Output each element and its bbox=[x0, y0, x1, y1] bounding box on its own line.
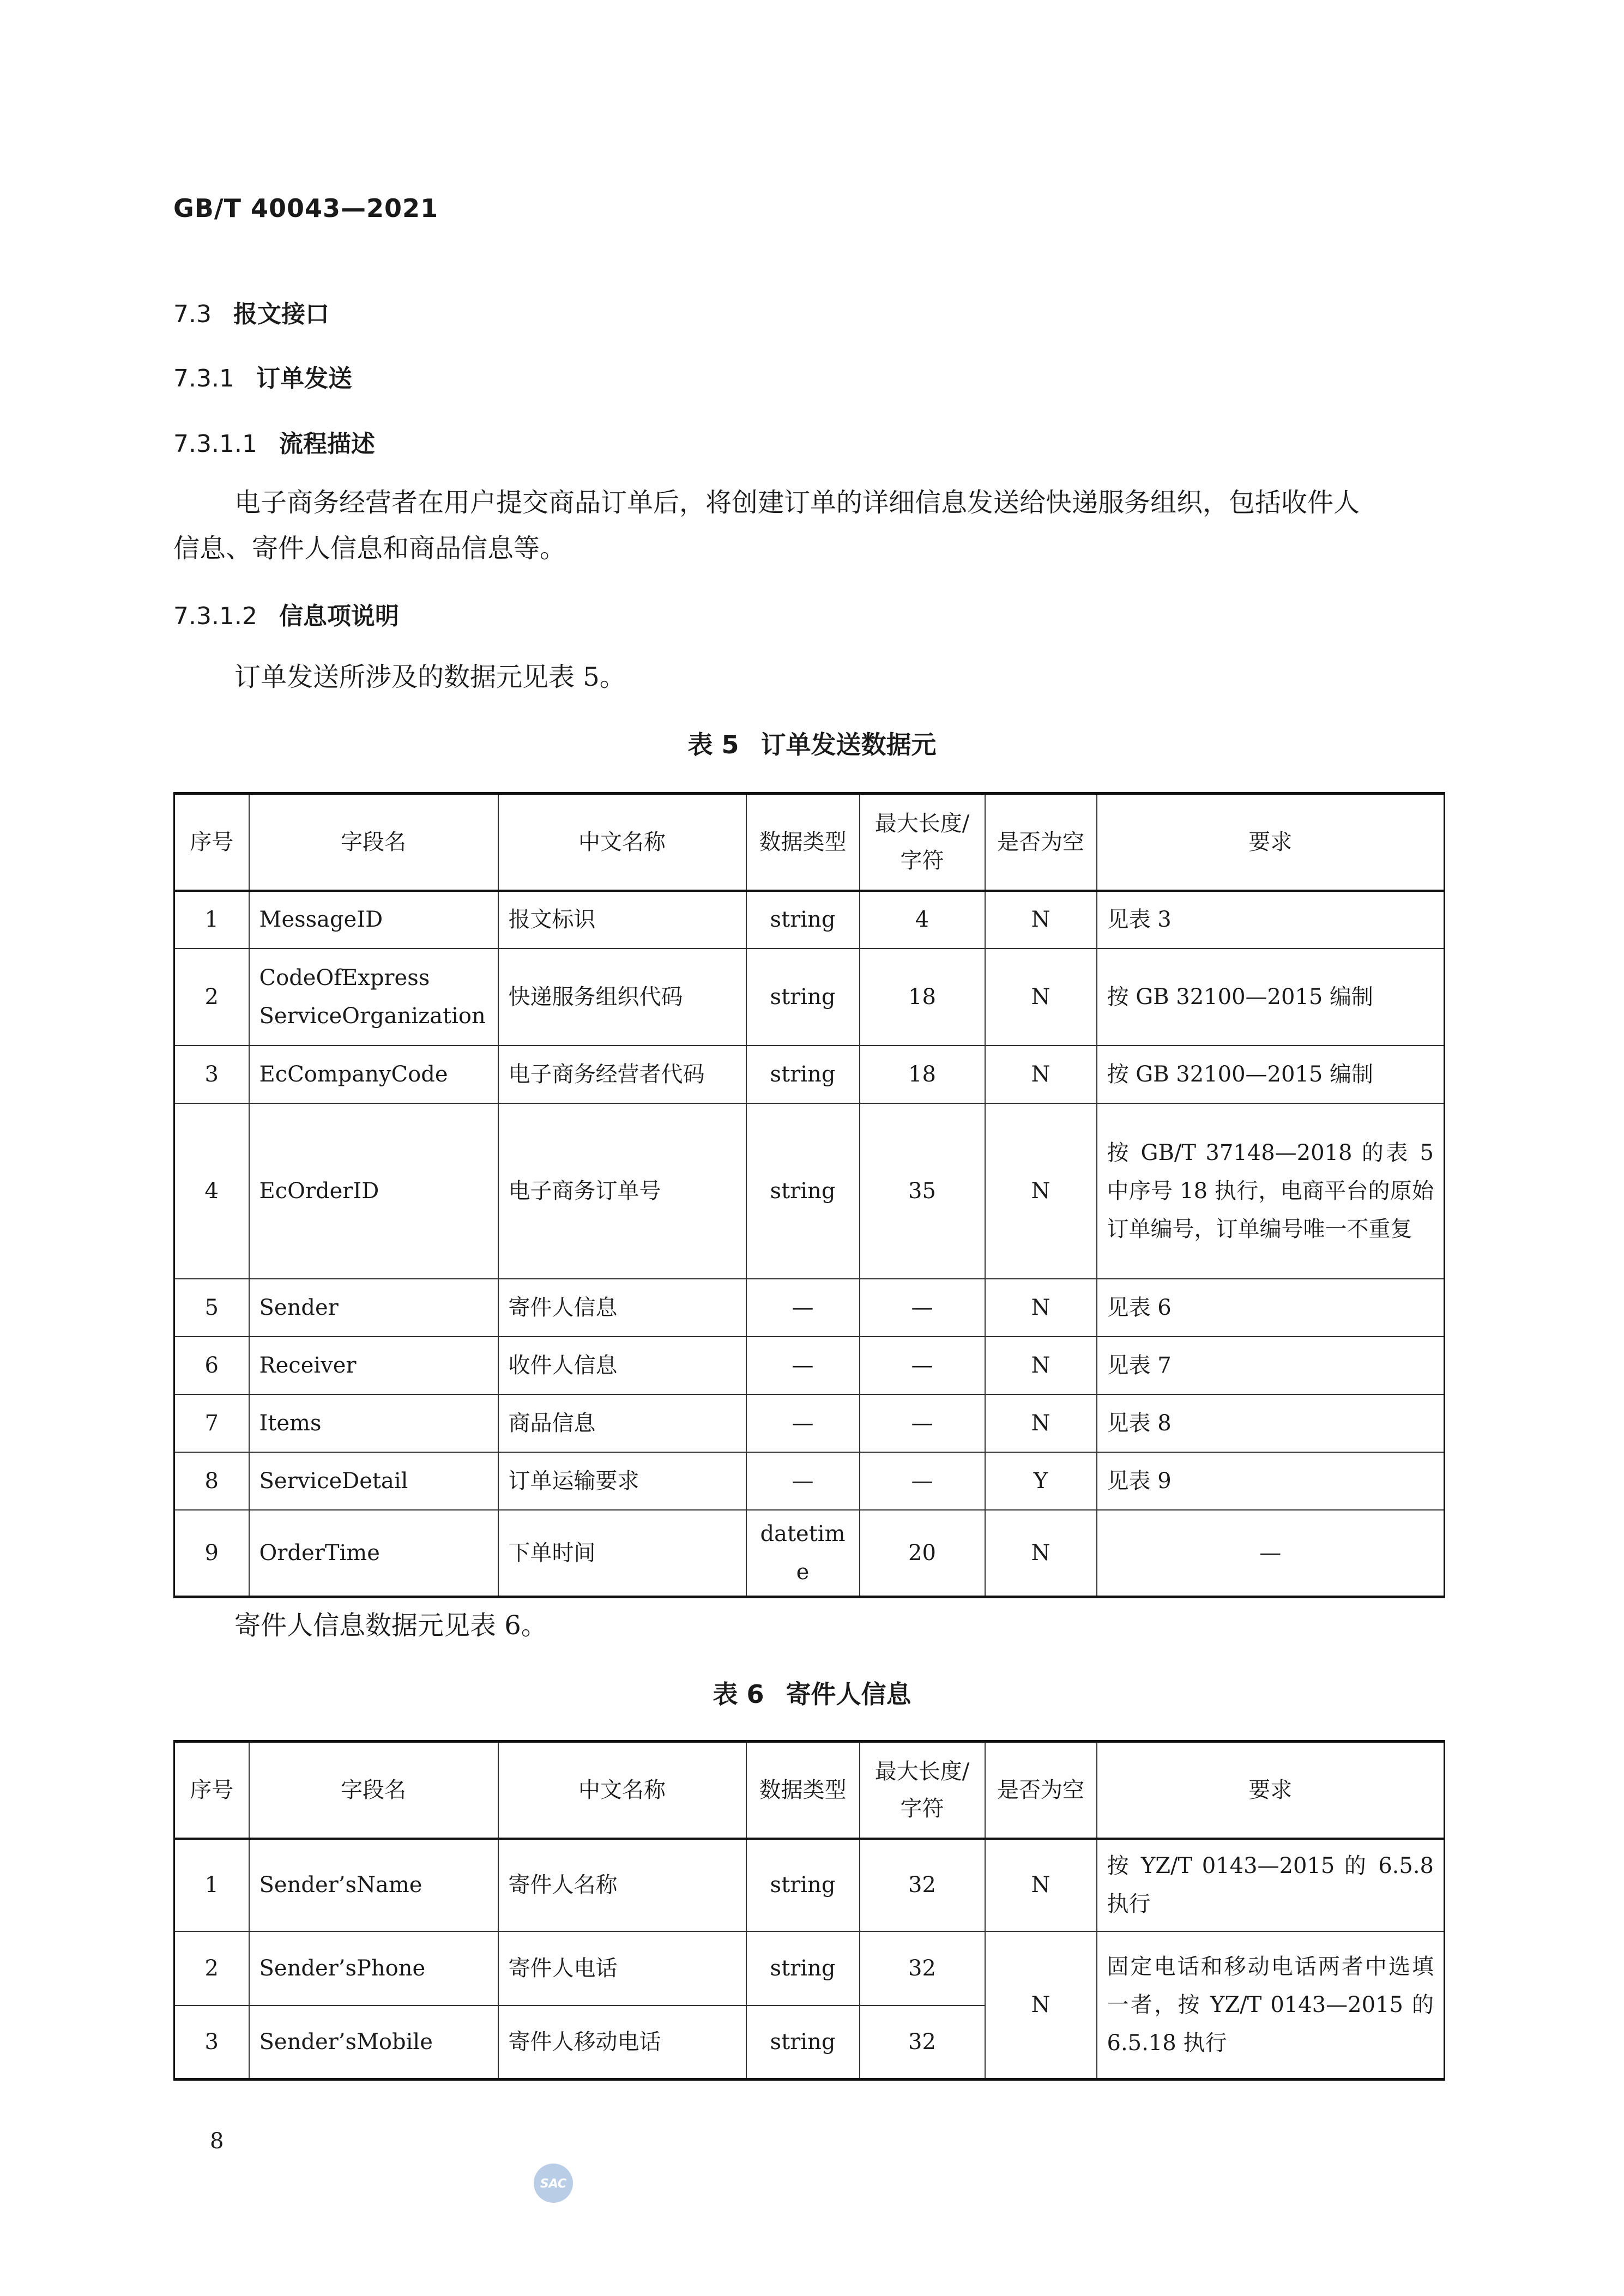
cell-cn-name: 下单时间 bbox=[498, 1510, 746, 1597]
cell-type: string bbox=[746, 1931, 860, 2005]
paragraph-table6-intro: 寄件人信息数据元见表 6。 bbox=[234, 1610, 547, 1641]
heading-7-3-1-1 bbox=[173, 424, 375, 459]
table5 bbox=[173, 792, 1445, 1598]
col-nullable: 是否为空 bbox=[985, 1742, 1097, 1839]
cell-seq: 2 bbox=[174, 948, 249, 1046]
cell-maxlen: 32 bbox=[860, 1931, 985, 2005]
cell-type: string bbox=[746, 1839, 860, 1931]
cell-maxlen: — bbox=[860, 1452, 985, 1510]
cell-cn-name: 报文标识 bbox=[498, 891, 746, 948]
cell-field: EcCompanyCode bbox=[249, 1046, 498, 1103]
cell-req: 见表 8 bbox=[1097, 1394, 1445, 1452]
col-maxlen bbox=[860, 794, 985, 891]
cell-maxlen: 32 bbox=[860, 1839, 985, 1931]
heading-7-3-1 bbox=[173, 359, 352, 394]
cell-field-line2: ServiceOrganization bbox=[259, 1003, 486, 1029]
standard-number: GB/T 40043—2021 bbox=[173, 194, 439, 223]
cell-type: string bbox=[746, 2005, 860, 2080]
cell-field-line1: CodeOfExpress bbox=[259, 965, 430, 990]
heading-title: 信息项说明 bbox=[279, 602, 399, 630]
cell-seq: 5 bbox=[174, 1279, 249, 1337]
cell-req: 见表 7 bbox=[1097, 1337, 1445, 1394]
col-seq: 序号 bbox=[174, 794, 249, 891]
table-row bbox=[174, 891, 1445, 948]
col-type: 数据类型 bbox=[746, 794, 860, 891]
cell-seq: 1 bbox=[174, 1839, 249, 1931]
cell-nullable: N bbox=[985, 1510, 1097, 1597]
cell-req: 见表 6 bbox=[1097, 1279, 1445, 1337]
paragraph-process-line2: 信息、寄件人信息和商品信息等。 bbox=[173, 533, 566, 564]
cell-nullable: N bbox=[985, 1046, 1097, 1103]
col-maxlen-line1: 最大长度/ bbox=[874, 811, 970, 836]
cell-maxlen: 4 bbox=[860, 891, 985, 948]
cell-maxlen: — bbox=[860, 1337, 985, 1394]
cell-field: Sender bbox=[249, 1279, 498, 1337]
col-maxlen bbox=[860, 1742, 985, 1839]
cell-field: Items bbox=[249, 1394, 498, 1452]
table-row bbox=[174, 1394, 1445, 1452]
cell-cn-name: 寄件人移动电话 bbox=[498, 2005, 746, 2080]
cell-seq: 6 bbox=[174, 1337, 249, 1394]
col-maxlen-line2: 字符 bbox=[900, 848, 944, 873]
cell-seq: 4 bbox=[174, 1103, 249, 1279]
table-row bbox=[174, 948, 1445, 1046]
table-row bbox=[174, 1337, 1445, 1394]
col-req: 要求 bbox=[1097, 1742, 1445, 1839]
cell-seq: 1 bbox=[174, 891, 249, 948]
cell-field: ServiceDetail bbox=[249, 1452, 498, 1510]
cell-cn-name: 订单运输要求 bbox=[498, 1452, 746, 1510]
col-seq: 序号 bbox=[174, 1742, 249, 1839]
table5-caption-number: 表 5 bbox=[687, 730, 739, 759]
cell-cn-name: 快递服务组织代码 bbox=[498, 948, 746, 1046]
table-row bbox=[174, 1931, 1445, 2005]
col-field: 字段名 bbox=[249, 1742, 498, 1839]
table-row bbox=[174, 1839, 1445, 1931]
cell-maxlen: 18 bbox=[860, 948, 985, 1046]
heading-title: 订单发送 bbox=[256, 365, 352, 392]
cell-nullable-merged: N bbox=[985, 1931, 1097, 2080]
cell-cn-name: 寄件人名称 bbox=[498, 1839, 746, 1931]
cell-nullable: N bbox=[985, 1337, 1097, 1394]
paragraph-process-line1: 电子商务经营者在用户提交商品订单后，将创建订单的详细信息发送给快递服务组织，包括收件人 bbox=[234, 487, 1360, 518]
cell-cn-name: 收件人信息 bbox=[498, 1337, 746, 1394]
cell-maxlen: 35 bbox=[860, 1103, 985, 1279]
cell-nullable: N bbox=[985, 948, 1097, 1046]
table-row bbox=[174, 1452, 1445, 1510]
sac-logo-text: SAC bbox=[540, 2177, 567, 2191]
cell-req: 按 GB/T 37148—2018 的表 5 中序号 18 执行，电商平台的原始订单编号，订单编号唯一不重复 bbox=[1097, 1103, 1445, 1279]
cell-field: Sender’sName bbox=[249, 1839, 498, 1931]
cell-nullable: N bbox=[985, 1103, 1097, 1279]
cell-type: string bbox=[746, 948, 860, 1046]
cell-nullable: Y bbox=[985, 1452, 1097, 1510]
table-row bbox=[174, 1046, 1445, 1103]
cell-maxlen: — bbox=[860, 1279, 985, 1337]
cell-type: string bbox=[746, 1046, 860, 1103]
cell-field: Sender’sMobile bbox=[249, 2005, 498, 2080]
cell-nullable: N bbox=[985, 891, 1097, 948]
heading-title: 流程描述 bbox=[279, 430, 375, 458]
table-header-row bbox=[174, 1742, 1445, 1839]
cell-maxlen: — bbox=[860, 1394, 985, 1452]
cell-seq: 2 bbox=[174, 1931, 249, 2005]
heading-number: 7.3.1.1 bbox=[173, 430, 257, 458]
col-maxlen-line1: 最大长度/ bbox=[874, 1759, 970, 1784]
heading-title: 报文接口 bbox=[233, 300, 329, 328]
cell-req: 按 GB 32100—2015 编制 bbox=[1097, 948, 1445, 1046]
cell-seq: 3 bbox=[174, 2005, 249, 2080]
table-header-row bbox=[174, 794, 1445, 891]
cell-field: OrderTime bbox=[249, 1510, 498, 1597]
heading-number: 7.3.1 bbox=[173, 365, 234, 392]
cell-type: datetime bbox=[746, 1510, 860, 1597]
cell-type: — bbox=[746, 1452, 860, 1510]
heading-number: 7.3.1.2 bbox=[173, 602, 257, 630]
cell-req: 见表 9 bbox=[1097, 1452, 1445, 1510]
paragraph-table5-intro: 订单发送所涉及的数据元见表 5。 bbox=[234, 662, 626, 692]
table-row bbox=[174, 1103, 1445, 1279]
table6-caption-title: 寄件人信息 bbox=[786, 1679, 911, 1709]
cell-type: — bbox=[746, 1337, 860, 1394]
cell-nullable: N bbox=[985, 1279, 1097, 1337]
cell-cn-name: 寄件人信息 bbox=[498, 1279, 746, 1337]
cell-cn-name: 电子商务订单号 bbox=[498, 1103, 746, 1279]
table5-caption-title: 订单发送数据元 bbox=[760, 730, 937, 759]
cell-maxlen: 18 bbox=[860, 1046, 985, 1103]
table6-caption bbox=[0, 1675, 1624, 1711]
cell-maxlen: 20 bbox=[860, 1510, 985, 1597]
cell-nullable: N bbox=[985, 1839, 1097, 1931]
cell-cn-name: 寄件人电话 bbox=[498, 1931, 746, 2005]
page-number: 8 bbox=[210, 2129, 224, 2154]
col-req: 要求 bbox=[1097, 794, 1445, 891]
cell-type: string bbox=[746, 891, 860, 948]
cell-req: — bbox=[1097, 1510, 1445, 1597]
col-type: 数据类型 bbox=[746, 1742, 860, 1839]
cell-req-merged: 固定电话和移动电话两者中选填一者，按 YZ/T 0143—2015 的 6.5.18 执行 bbox=[1097, 1931, 1445, 2080]
cell-seq: 7 bbox=[174, 1394, 249, 1452]
heading-7-3 bbox=[173, 294, 329, 329]
cell-maxlen: 32 bbox=[860, 2005, 985, 2080]
cell-field: Receiver bbox=[249, 1337, 498, 1394]
col-cn-name: 中文名称 bbox=[498, 1742, 746, 1839]
table6 bbox=[173, 1740, 1445, 2081]
heading-number: 7.3 bbox=[173, 300, 212, 328]
cell-req: 按 GB 32100—2015 编制 bbox=[1097, 1046, 1445, 1103]
cell-field: EcOrderID bbox=[249, 1103, 498, 1279]
cell-cn-name: 电子商务经营者代码 bbox=[498, 1046, 746, 1103]
table-row bbox=[174, 1510, 1445, 1597]
cell-req: 见表 3 bbox=[1097, 891, 1445, 948]
cell-type: — bbox=[746, 1394, 860, 1452]
cell-req: 按 YZ/T 0143—2015 的 6.5.8 执行 bbox=[1097, 1839, 1445, 1931]
cell-seq: 3 bbox=[174, 1046, 249, 1103]
cell-seq: 9 bbox=[174, 1510, 249, 1597]
cell-field bbox=[249, 948, 498, 1046]
cell-seq: 8 bbox=[174, 1452, 249, 1510]
table5-caption bbox=[0, 725, 1624, 761]
table6-caption-number: 表 6 bbox=[713, 1679, 764, 1709]
heading-7-3-1-2 bbox=[173, 596, 399, 631]
cell-cn-name: 商品信息 bbox=[498, 1394, 746, 1452]
cell-type: string bbox=[746, 1103, 860, 1279]
cell-field: Sender’sPhone bbox=[249, 1931, 498, 2005]
sac-logo-icon bbox=[532, 2161, 575, 2205]
cell-nullable: N bbox=[985, 1394, 1097, 1452]
table-row bbox=[174, 1279, 1445, 1337]
col-nullable: 是否为空 bbox=[985, 794, 1097, 891]
col-field: 字段名 bbox=[249, 794, 498, 891]
cell-field: MessageID bbox=[249, 891, 498, 948]
cell-type: — bbox=[746, 1279, 860, 1337]
col-cn-name: 中文名称 bbox=[498, 794, 746, 891]
col-maxlen-line2: 字符 bbox=[900, 1796, 944, 1821]
